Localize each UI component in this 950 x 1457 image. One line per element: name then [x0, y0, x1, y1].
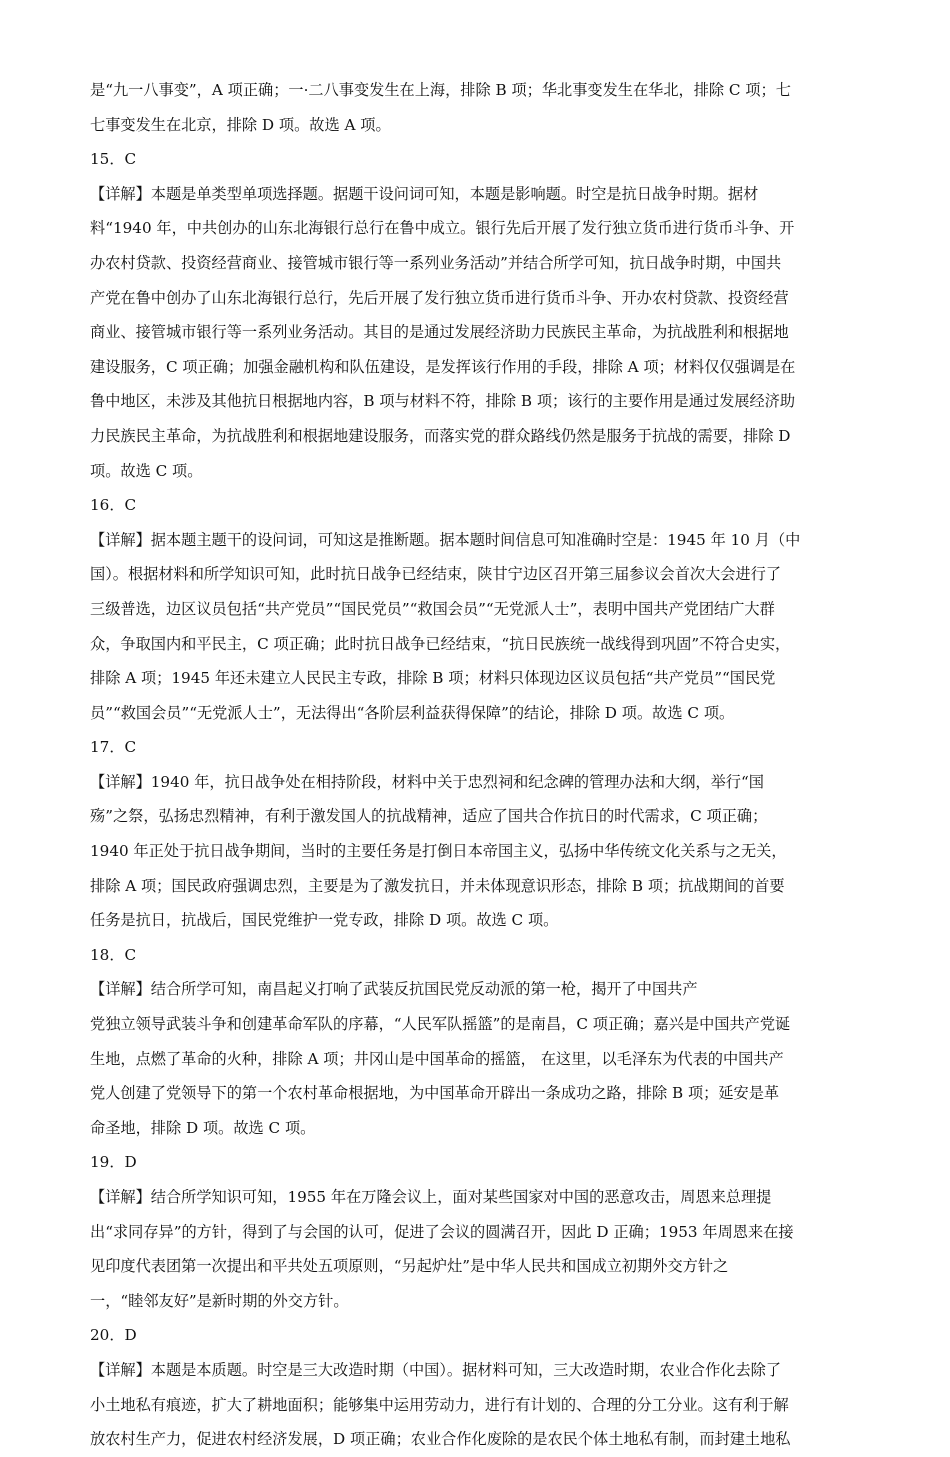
text-line: 见印度代表团第一次提出和平共处五项原则，“另起炉灶”是中华人民共和国成立初期外交方针之 [90, 1257, 729, 1276]
question-number-18: 18．C [90, 945, 137, 964]
question-number-16: 16．C [90, 496, 137, 515]
text-line: 排除 A 项；国民政府强调忠烈，主要是为了激发抗日，并未体现意识形态，排除 B 项；抗战期间的首要 [90, 876, 785, 895]
text-line: 任务是抗日，抗战后，国民党维护一党专政，排除 D 项。故选 C 项。 [90, 911, 559, 930]
question-number-17: 17．C [90, 738, 137, 757]
text-line: 党人创建了党领导下的第一个农村革命根据地，为中国革命开辟出一条成功之路，排除 B 项；延安是革 [90, 1084, 780, 1103]
text-line: 料“1940 年，中共创办的山东北海银行总行在鲁中成立。银行先后开展了发行独立货币进行货币斗争、开 [90, 219, 795, 238]
question-number-15: 15．C [90, 150, 137, 169]
text-line: 【详解】据本题主题干的设问词，可知这是推断题。据本题时间信息可知准确时空是：1945 年 10 月（中 [90, 530, 801, 549]
text-line: 鲁中地区，未涉及其他抗日根据地内容，B 项与材料不符，排除 B 项；该行的主要作用是通过发展经济助 [90, 392, 796, 411]
text-line: 【详解】本题是本质题。时空是三大改造时期（中国）。据材料可知，三大改造时期，农业合作化去除了 [90, 1360, 782, 1379]
text-line: 办农村贷款、投资经营商业、接管城市银行等一系列业务活动”并结合所学可知，抗日战争时期，中国共 [90, 253, 782, 272]
text-line: 【详解】本题是单类型单项选择题。据题干设问词可知，本题是影响题。时空是抗日战争时期。据材 [90, 184, 759, 203]
text-line: 商业、接管城市银行等一系列业务活动。其目的是通过发展经济助力民族民主革命，为抗战胜利和根据地 [90, 323, 789, 342]
text-line: 是“九一八事变”，A 项正确；一·二八事变发生在上海，排除 B 项；华北事变发生在华北，排除 C 项；七 [90, 81, 791, 99]
text-line: 放农村生产力，促进农村经济发展，D 项正确；农业合作化废除的是农民个体土地私有制，而封建土地私 [90, 1430, 791, 1449]
text-line: 殇”之祭，弘扬忠烈精神，有利于激发国人的抗战精神，适应了国共合作抗日的时代需求，C 项正确； [90, 807, 768, 826]
text-line: 一，“睦邻友好”是新时期的外交方针。 [90, 1291, 349, 1310]
text-line: 【详解】结合所学知识可知，1955 年在万隆会议上，面对某些国家对中国的恶意攻击，周恩来总理提 [90, 1188, 772, 1206]
text-line: 七事变发生在北京，排除 D 项。故选 A 项。 [90, 115, 391, 134]
text-line: 命圣地，排除 D 项。故选 C 项。 [90, 1118, 316, 1137]
text-line: 建设服务，C 项正确；加强金融机构和队伍建设，是发挥该行作用的手段，排除 A 项；材料仅仅强调是在 [90, 357, 796, 376]
text-line: 【详解】1940 年，抗日战争处在相持阶段，材料中关于忠烈祠和纪念碑的管理办法和大纲，举行“国 [90, 772, 764, 791]
question-number-19: 19．D [90, 1153, 137, 1172]
text-line: 小土地私有痕迹，扩大了耕地面积；能够集中运用劳动力，进行有计划的、合理的分工分业。这有利于解 [90, 1395, 789, 1414]
text-line: 生地，点燃了革命的火种，排除 A 项；井冈山是中国革命的摇篮， 在这里，以毛泽东为代表的中国共产 [90, 1049, 784, 1068]
text-line: 产党在鲁中创办了山东北海银行总行，先后开展了发行独立货币进行货币斗争、开办农村贷款、投资经营 [90, 288, 789, 307]
text-line: 【详解】结合所学可知，南昌起义打响了武装反抗国民党反动派的第一枪，揭开了中国共产 [90, 980, 698, 999]
question-number-20: 20．D [90, 1326, 137, 1345]
text-line: 众，争取国内和平民主，C 项正确；此时抗日战争已经结束，“抗日民族统一战线得到巩固”不符合史实， [90, 634, 791, 653]
text-line: 员”“救国会员”“无党派人士”，无法得出“各阶层利益获得保障”的结论，排除 D 项。故选 C 项。 [90, 703, 735, 722]
text-line: 1940 年正处于抗日战争期间，当时的主要任务是打倒日本帝国主义，弘扬中华传统文化关系与之无关， [90, 842, 787, 861]
text-line: 国）。根据材料和所学知识可知，此时抗日战争已经结束，陕甘宁边区召开第三届参议会首次大会进行了 [90, 565, 782, 584]
text-line: 三级普选，边区议员包括“共产党员”“国民党员”“救国会员”“无党派人士”，表明中国共产党团结广大群 [90, 599, 775, 618]
text-line: 党独立领导武装斗争和创建革命军队的序幕，“人民军队摇篮”的是南昌，C 项正确；嘉兴是中国共产党诞 [90, 1015, 791, 1034]
text-line: 出“求同存异”的方针，得到了与会国的认可，促进了会议的圆满召开，因此 D 正确；1953 年周恩来在接 [90, 1222, 794, 1241]
text-line: 力民族民主革命，为抗战胜利和根据地建设服务，而落实党的群众路线仍然是服务于抗战的需要，排除 D [90, 426, 791, 445]
answer-explanation-page [90, 73, 862, 1457]
text-line: 排除 A 项；1945 年还未建立人民民主专政，排除 B 项；材料只体现边区议员包括“共产党员”“国民党 [90, 669, 776, 688]
text-line: 项。故选 C 项。 [90, 461, 203, 480]
